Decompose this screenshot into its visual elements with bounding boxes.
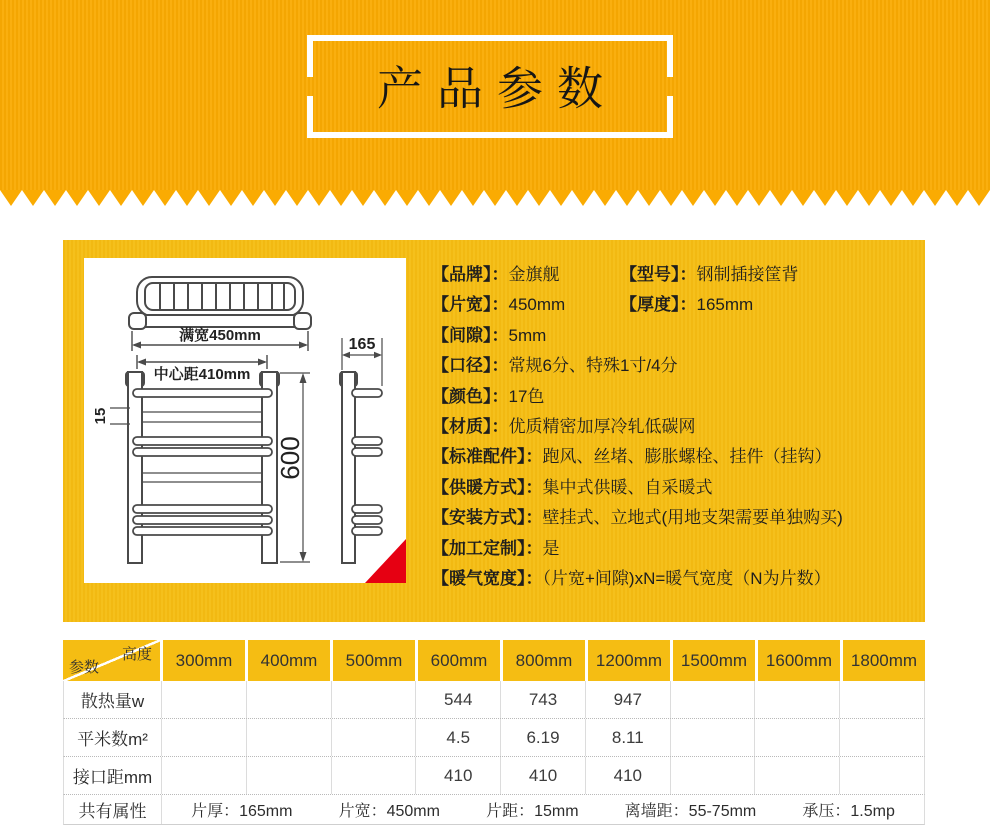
value-cell: 410 — [585, 757, 670, 794]
spec-value: 17色 — [508, 386, 545, 406]
spec-label: 【口径】： — [432, 356, 509, 376]
value-cell — [331, 757, 416, 794]
value-cell — [839, 681, 924, 718]
table-corner-cell — [63, 640, 160, 681]
spec-value: 常规6分、特殊1寸/4分 — [508, 356, 678, 376]
spec-label: 【材质】： — [432, 416, 509, 436]
spec-value: 壁挂式、立地式(用地支架需要单独购买) — [542, 508, 843, 528]
value-cell: 4.5 — [415, 719, 500, 756]
spec-label: 【品牌】： — [432, 265, 509, 284]
value-cell — [754, 719, 839, 756]
spec-label: 【安装方式】： — [432, 508, 543, 528]
spec-row — [432, 442, 843, 472]
header-cell: 500mm — [330, 640, 415, 681]
corner-ribbon — [365, 539, 406, 583]
spec-label: 【加工定制】： — [432, 538, 543, 558]
radiator-diagram — [84, 258, 406, 583]
dim-height-label: 600 — [275, 436, 305, 480]
value-cell: 544 — [415, 681, 500, 718]
value-cell — [670, 681, 755, 718]
header-cell: 400mm — [245, 640, 330, 681]
shared-attribute: 片厚：165mm — [191, 803, 293, 820]
table-row — [63, 681, 925, 719]
page-title: 产品参数 — [377, 62, 617, 115]
value-cell — [161, 681, 246, 718]
row-label: 平米数m² — [64, 719, 161, 756]
zigzag-divider — [0, 190, 990, 206]
spec-value: 优质精密加厚冷轧低碳网 — [508, 416, 696, 436]
spec-label: 【厚度】： — [620, 295, 697, 315]
value-cell — [670, 719, 755, 756]
parameter-table — [63, 640, 925, 825]
row-label: 共有属性 — [64, 795, 161, 824]
spec-row — [432, 564, 843, 594]
spec-row — [432, 382, 843, 412]
spec-value: 钢制插接筐背 — [696, 265, 799, 284]
value-cell — [161, 719, 246, 756]
spec-label: 【颜色】： — [432, 386, 509, 406]
value-cell — [754, 757, 839, 794]
row-label: 散热量w — [64, 681, 161, 718]
spec-row — [432, 290, 843, 320]
title-frame — [307, 35, 673, 138]
header-cell: 1200mm — [585, 640, 670, 681]
top-banner — [0, 0, 990, 190]
dim-depth-label: 165 — [348, 336, 376, 353]
value-cell — [670, 757, 755, 794]
shared-attribute: 承压：1.5mp — [802, 803, 895, 820]
header-cell: 300mm — [160, 640, 245, 681]
value-cell — [161, 757, 246, 794]
spec-label: 【供暖方式】： — [432, 477, 543, 497]
spec-value: 165mm — [696, 295, 754, 315]
spec-label: 【暖气宽度】： — [432, 568, 543, 588]
table-row — [63, 757, 925, 795]
shared-attribute: 离墙距：55-75mm — [624, 803, 757, 820]
header-cell: 600mm — [415, 640, 500, 681]
spec-value: 金旗舰 — [508, 265, 560, 284]
spec-value: 是 — [542, 538, 560, 558]
value-cell — [839, 719, 924, 756]
spec-value: （片宽+间隙)xN=暖气宽度（N为片数） — [542, 568, 831, 588]
spec-label: 【型号】： — [620, 265, 697, 284]
header-cell: 800mm — [500, 640, 585, 681]
spec-list — [432, 260, 843, 594]
value-cell — [246, 681, 331, 718]
table-row — [63, 719, 925, 757]
shared-attributes-cell — [161, 795, 924, 824]
value-cell: 947 — [585, 681, 670, 718]
header-cell: 1800mm — [840, 640, 925, 681]
spec-label: 【标准配件】： — [432, 447, 543, 467]
table-header-row — [63, 640, 925, 681]
value-cell — [246, 719, 331, 756]
shared-attribute: 片距：15mm — [486, 803, 579, 820]
dim-pitch-label: 15 — [92, 407, 109, 425]
product-spec-card — [63, 240, 925, 622]
header-cell: 1500mm — [670, 640, 755, 681]
value-cell — [331, 719, 416, 756]
spec-label: 【片宽】： — [432, 295, 509, 315]
spec-row — [432, 412, 843, 442]
spec-label: 【间隙】： — [432, 325, 509, 345]
spec-value: 集中式供暖、自采暖式 — [542, 477, 713, 497]
table-footer-row — [63, 795, 925, 825]
technical-drawing-panel — [84, 258, 406, 583]
value-cell — [331, 681, 416, 718]
dim-full-width-label: 满宽450mm — [179, 327, 261, 344]
spec-row — [432, 534, 843, 564]
spec-row — [432, 260, 843, 290]
spec-row — [432, 473, 843, 503]
value-cell: 6.19 — [500, 719, 585, 756]
spec-row — [432, 503, 843, 533]
spec-value: 450mm — [508, 295, 566, 315]
value-cell: 8.11 — [585, 719, 670, 756]
header-cell: 1600mm — [755, 640, 840, 681]
spec-row — [432, 351, 843, 381]
title-frame-segment — [307, 132, 673, 138]
dim-center-distance-label: 中心距410mm — [153, 366, 251, 383]
value-cell — [246, 757, 331, 794]
value-cell — [754, 681, 839, 718]
value-cell: 410 — [500, 757, 585, 794]
corner-label-param: 参数 — [69, 659, 100, 676]
title-frame-segment — [307, 35, 673, 41]
row-label: 接口距mm — [64, 757, 161, 794]
value-cell: 743 — [500, 681, 585, 718]
shared-attribute: 片宽：450mm — [338, 803, 440, 820]
corner-label-height: 高度 — [121, 646, 152, 663]
value-cell: 410 — [415, 757, 500, 794]
spec-value: 5mm — [508, 325, 547, 345]
spec-value: 跑风、丝堵、膨胀螺栓、挂件（挂钩） — [542, 447, 832, 467]
spec-row — [432, 321, 843, 351]
value-cell — [839, 757, 924, 794]
